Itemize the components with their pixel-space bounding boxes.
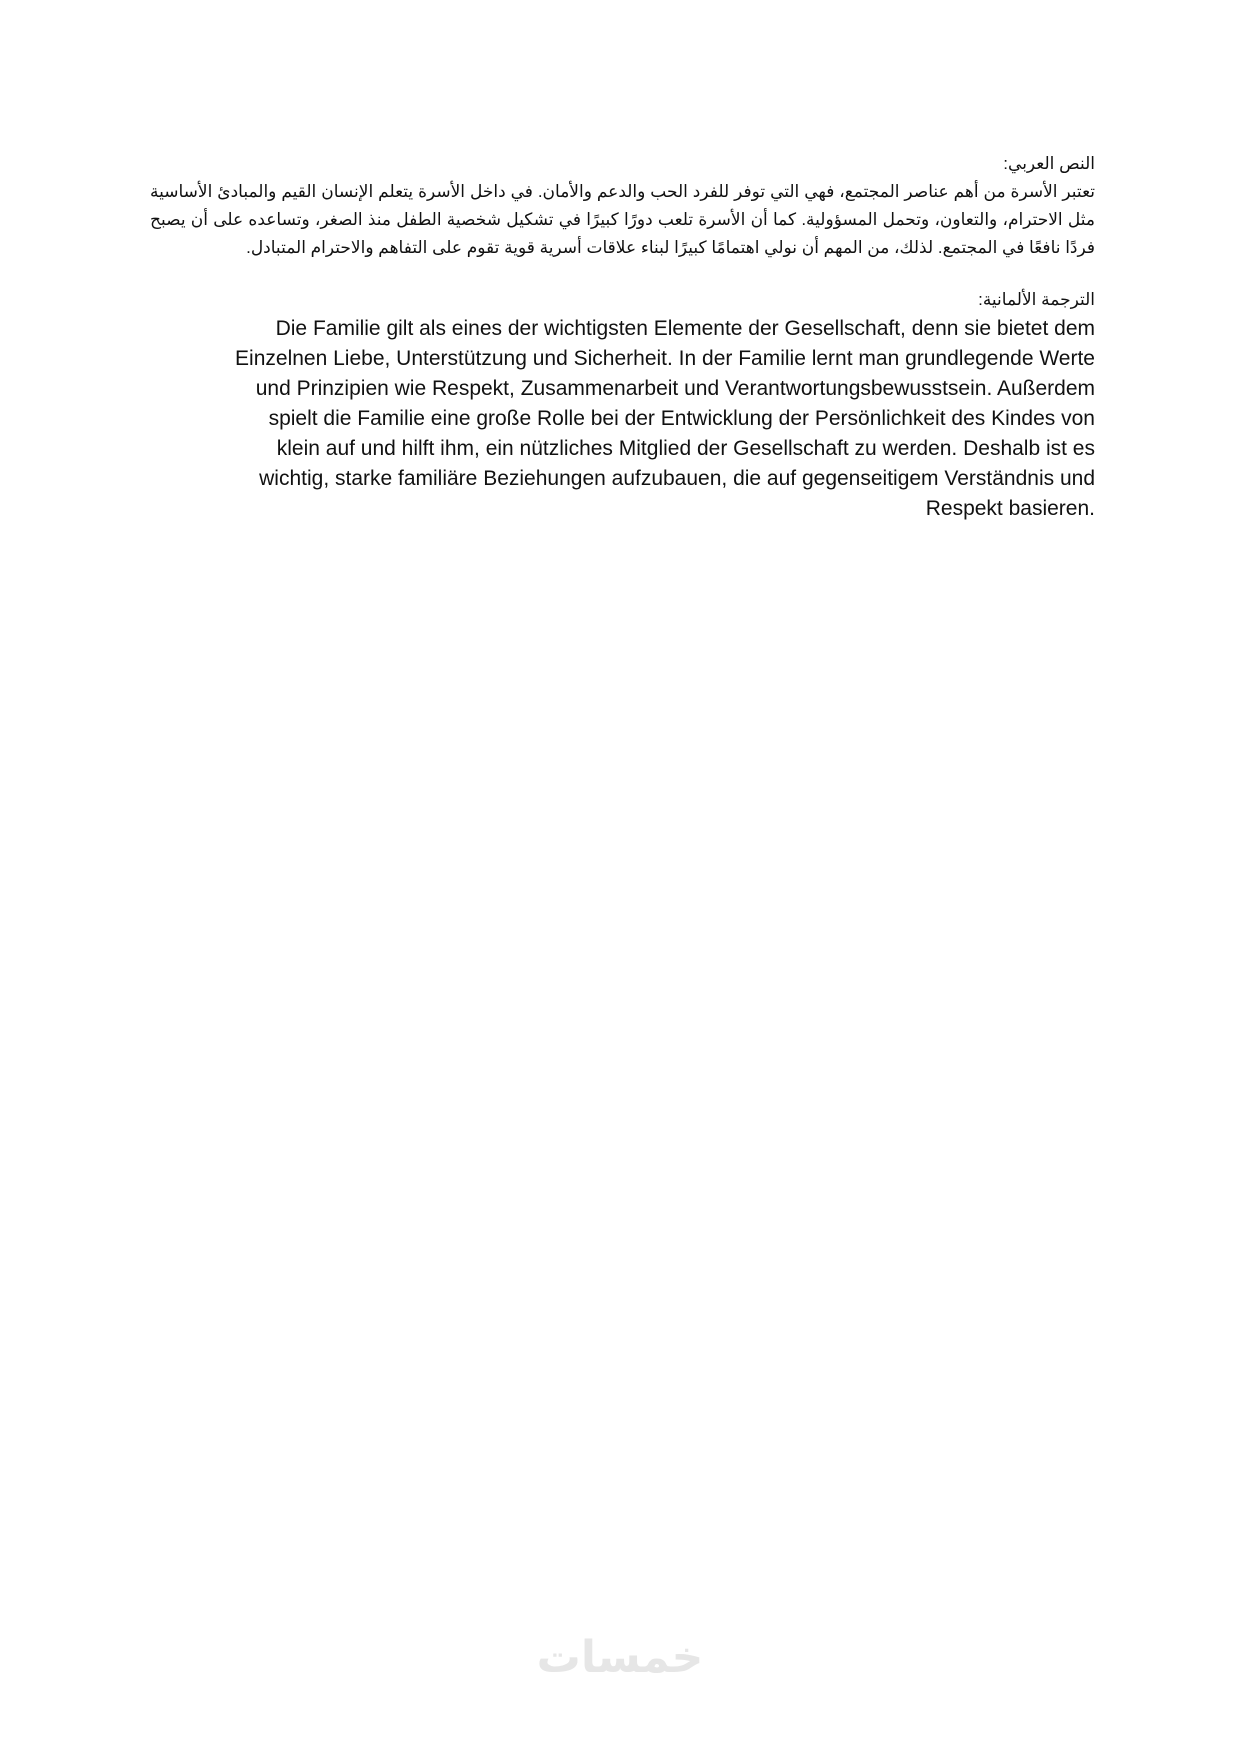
arabic-paragraph: تعتبر الأسرة من أهم عناصر المجتمع، فهي التي توفر للفرد الحب والدعم والأمان. في داخل الأسرة يتعلم الإنسان القيم والمبادئ الأساسية مثل الاحترام، والتعاون، وتحمل المسؤولية. كما أن الأسرة تلعب دورًا كبيرًا في تشكيل شخصية الطفل منذ الصغر، وتساعده على أن يصبح فردًا نافعًا في المجتمع. لذلك، من المهم أن نولي اهتمامًا كبيرًا لبناء علاقات أسرية قوية تقوم على التفاهم والاحترام المتبادل. bbox=[150, 182, 1095, 257]
german-line: spielt die Familie eine große Rolle bei der Entwicklung der Persönlichkeit des Kindes von bbox=[268, 407, 1095, 430]
german-line: wichtig, starke familiäre Beziehungen aufzubauen, die auf gegenseitigem Verständnis und bbox=[259, 467, 1095, 490]
german-section-label: الترجمة الألمانية: bbox=[978, 290, 1095, 309]
document-content bbox=[150, 150, 1095, 524]
german-paragraph bbox=[150, 314, 1095, 524]
watermark-logo: خمسات bbox=[536, 1632, 704, 1683]
german-line: Die Familie gilt als eines der wichtigsten Elemente der Gesellschaft, denn sie bietet dem bbox=[275, 317, 1095, 340]
german-line: .Respekt basieren bbox=[925, 497, 1095, 520]
german-line: Einzelnen Liebe, Unterstützung und Sicherheit. In der Familie lernt man grundlegende Werte bbox=[235, 347, 1095, 370]
german-line: klein auf und hilft ihm, ein nützliches Mitglied der Gesellschaft zu werden. Deshalb ist es bbox=[276, 437, 1095, 460]
section-spacer bbox=[150, 262, 1095, 286]
german-line: und Prinzipien wie Respekt, Zusammenarbeit und Verantwortungsbewusstsein. Außerdem bbox=[255, 377, 1095, 400]
arabic-section-label: النص العربي: bbox=[1003, 154, 1095, 173]
